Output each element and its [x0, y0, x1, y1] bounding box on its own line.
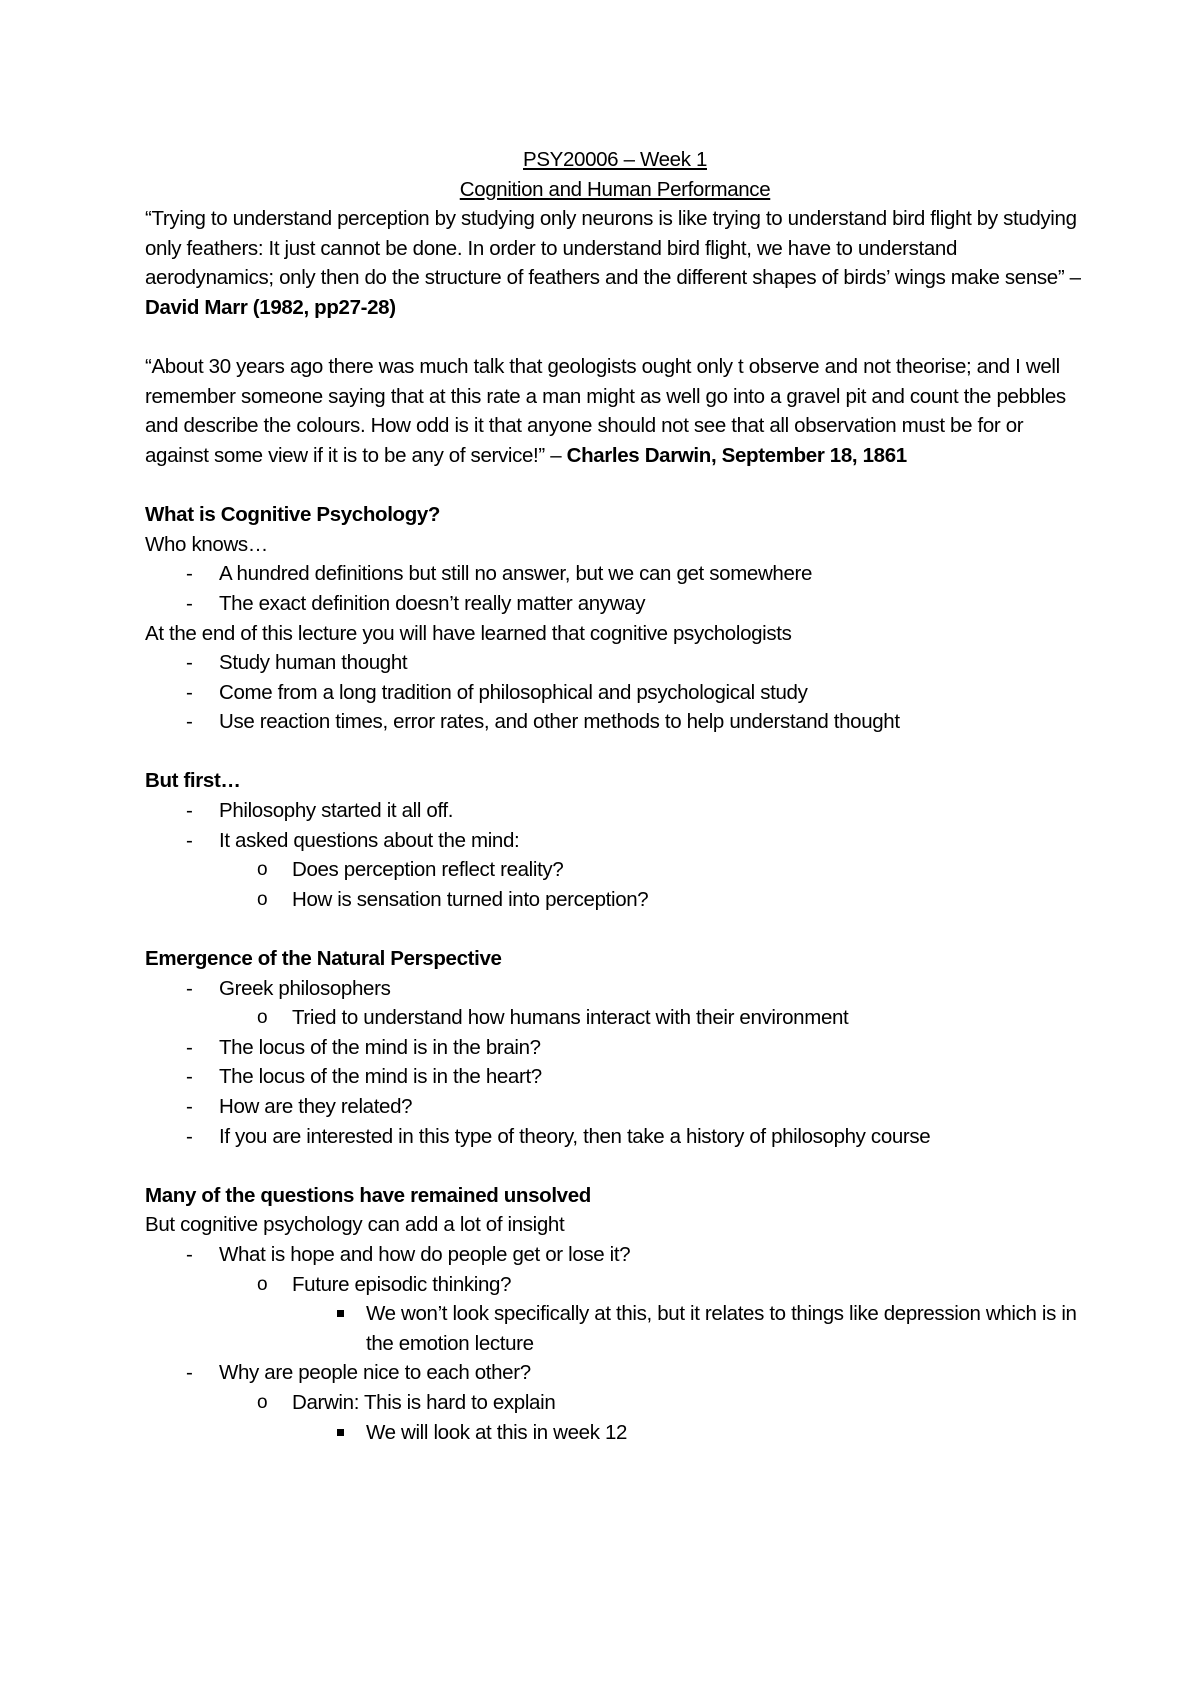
spacer: [145, 323, 1085, 353]
list-item: - If you are interested in this type of theory, then take a history of philosophy course: [145, 1122, 1085, 1152]
darwin-quote-text: “About 30 years ago there was much talk that geologists ought only t observe and not theorise; and I well remember someone saying that at this rate a man might as well go into a gravel pit and count the pebbles and describe the colours. How odd is it that anyone should not see that all observation must be for or against some view if it is to be any of service!” –: [145, 355, 1066, 467]
list-item: - A hundred definitions but still no answer, but we can get somewhere: [145, 559, 1085, 589]
section-heading: Emergence of the Natural Perspective: [145, 947, 502, 971]
sub-list-item: o Future episodic thinking?: [145, 1270, 1085, 1300]
dash-bullet: -: [186, 828, 193, 852]
sub-sub-list-item: We will look at this in week 12: [145, 1418, 1085, 1448]
dash-bullet: -: [186, 1361, 193, 1385]
dash-bullet: -: [186, 710, 193, 734]
dash-bullet: -: [186, 1242, 193, 1266]
dash-bullet: -: [186, 1065, 193, 1089]
sub-sub-list-item: We won’t look specifically at this, but it relates to things like depression which is in the emotion lecture: [145, 1299, 1085, 1358]
marr-quote: [145, 204, 1085, 322]
circle-bullet: o: [257, 1273, 268, 1295]
list-item: - Use reaction times, error rates, and other methods to help understand thought: [145, 707, 1085, 737]
list-item: - Come from a long tradition of philosophical and psychological study: [145, 678, 1085, 708]
square-bullet-icon: [337, 1429, 344, 1436]
spacer: [145, 914, 1085, 944]
doc-subtitle: Cognition and Human Performance: [459, 177, 771, 201]
sub-list-item: o Darwin: This is hard to explain: [145, 1388, 1085, 1418]
dash-bullet: -: [186, 591, 193, 615]
list-item: - What is hope and how do people get or lose it?: [145, 1240, 1085, 1270]
list-item: - Philosophy started it all off.: [145, 796, 1085, 826]
list-item: - Why are people nice to each other?: [145, 1358, 1085, 1388]
list-item: - How are they related?: [145, 1092, 1085, 1122]
list-item: - The exact definition doesn’t really matter anyway: [145, 589, 1085, 619]
darwin-quote: [145, 352, 1085, 470]
dash-bullet: -: [186, 1035, 193, 1059]
spacer: [145, 471, 1085, 501]
dash-bullet: -: [186, 799, 193, 823]
list-item: - Greek philosophers: [145, 974, 1085, 1004]
spacer: [145, 1151, 1085, 1181]
list-item: - The locus of the mind is in the brain?: [145, 1033, 1085, 1063]
circle-bullet: o: [257, 1007, 268, 1029]
marr-quote-text: “Trying to understand perception by studying only neurons is like trying to understand bird flight by studying only feathers: It just cannot be done. In order to understand bird flight, we have to understand aerodynamics; only then do the structure of feathers and the different shapes of birds’ wings make sense” –: [145, 207, 1081, 290]
marr-quote-author: David Marr (1982, pp27-28): [145, 295, 396, 319]
section-heading: But first…: [145, 769, 241, 793]
dash-bullet: -: [186, 1095, 193, 1118]
dash-bullet: -: [186, 1124, 193, 1148]
dash-bullet: -: [186, 562, 193, 586]
sub-list-item: o Tried to understand how humans interact with their environment: [145, 1003, 1085, 1033]
list-item: - The locus of the mind is in the heart?: [145, 1062, 1085, 1092]
darwin-quote-author: Charles Darwin, September 18, 1861: [566, 443, 907, 467]
square-bullet-icon: [337, 1310, 344, 1317]
doc-title: PSY20006 – Week 1: [523, 148, 707, 171]
list-item: - Study human thought: [145, 648, 1085, 678]
circle-bullet: o: [257, 888, 268, 910]
section-heading: What is Cognitive Psychology?: [145, 503, 441, 527]
sub-list-item: o How is sensation turned into perception?: [145, 885, 1085, 915]
spacer: [145, 737, 1085, 767]
circle-bullet: o: [257, 859, 268, 881]
dash-bullet: -: [186, 680, 193, 704]
document-body: [145, 145, 1085, 1447]
dash-bullet: -: [186, 651, 193, 675]
sub-list-item: o Does perception reflect reality?: [145, 855, 1085, 885]
section-intro: But cognitive psychology can add a lot of insight: [145, 1213, 565, 1237]
list-item: - It asked questions about the mind:: [145, 826, 1085, 856]
section-intro: At the end of this lecture you will have learned that cognitive psychologists: [145, 621, 792, 645]
dash-bullet: -: [186, 976, 193, 1000]
section-heading: Many of the questions have remained unsolved: [145, 1183, 591, 1207]
section-intro: Who knows…: [145, 532, 268, 556]
circle-bullet: o: [257, 1391, 268, 1413]
